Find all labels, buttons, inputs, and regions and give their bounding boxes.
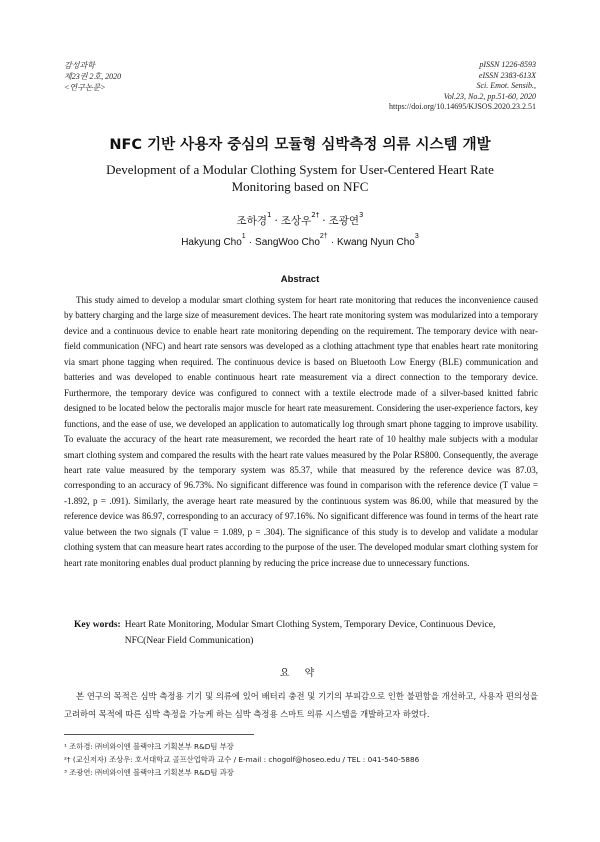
eissn: eISSN 2383-613X [478, 70, 536, 80]
pissn: pISSN 1226-8593 [479, 60, 536, 69]
footnote-2: ²† (교신저자) 조상우: 호서대학교 골프산업학과 교수 / E-mail : chogolf@hoseo.edu / TEL : 041-540-5886 [64, 755, 420, 764]
summary-heading: 요 약 [279, 668, 321, 679]
keywords [74, 617, 536, 649]
title-english: Development of a Modular Clothing System for User-Centered Heart Rate Monitoring based on NFC [106, 162, 494, 194]
authors-english [0, 232, 600, 250]
footnote-divider [64, 734, 254, 735]
author-name: Kwang Nyun Cho [337, 237, 415, 248]
author-mark: 3 [358, 210, 364, 219]
author-name: Hakyung Cho [181, 237, 242, 248]
author-separator: · [322, 215, 326, 227]
author-mark: 1 [241, 232, 246, 240]
title-korean: NFC 기반 사용자 중심의 모듈형 심박측정 의류 시스템 개발 [109, 137, 491, 153]
authors-korean [0, 210, 600, 228]
abstract-body: This study aimed to develop a modular smart clothing system for heart rate monitoring that reduces the inconvenience caused by battery charging and the large size of measurement devices. The heart rate monitoring system was modularized into a temporary device and a continuous device to enable heart rate monitoring depending on the requirement. The temporary device with near-field communication (NFC) and heart rate sensors was developed as a clothing attachment type that enables heart rate monitoring via smart phone tagging when required. The continuous device is based on Bluetooth Low Energy (BLE) communication and batteries and was developed to enable continuous heart rate measurement via a direct connection to the temporary device. Furthermore, the temporary device was configured to connect with a textile electrode made of a silver-based knitted fabric designed to be located below the pectoralis major muscle for heart rate measurement. Considering the user-experience factors, key functions, and the ease of use, we developed an application to automatically log through smart phone tagging to improve usability. To evaluate the accuracy of the heart rate measurement, we recorded the heart rate of 10 healthy male subjects with a modular smart clothing system and compared the results with the heart rate values measured by the Polar RS800. Consequently, the average heart rate value measured by the temporary system was 85.37, while that measured by the reference device was 87.03, corresponding to an accuracy of 96.73%. No significant difference was found in comparison with the reference device (T value = -1.892, p = .091). Similarly, the average heart rate measured by the continuous system was 86.00, while that measured by the reference device was 86.97, corresponding to an accuracy of 97.16%. No significant difference was found in terms of the heart rate value between the two signals (T value = 1.089, p = .304). The significance of this study is to develop and validate a modular clothing system that can measure heart rates according to the purpose of the user. The developed modular smart clothing system for heart rate monitoring enables dual product planning by reducing the price increase due to unnecessary functions. [64, 295, 538, 568]
author-name: 조광연 [328, 215, 359, 227]
author-name: SangWoo Cho [255, 237, 320, 248]
journal-name-ko: 감성과학 [64, 61, 95, 70]
article-type: <연구논문> [64, 83, 106, 92]
volume-ko: 제23권 2호, 2020 [64, 72, 122, 81]
footnotes [64, 740, 419, 779]
volume-en: Vol.23, No.2, pp.51-60, 2020 [443, 91, 536, 101]
summary-body: 본 연구의 목적은 심박 측정용 기기 및 의류에 있어 배터리 충전 및 기기의 부피감으로 인한 불편함을 개선하고, 사용자 편의성을 고려하여 목적에 따른 심박 측정을 가능케 하는 심박 측정용 스마트 의류 시스템을 개발하고자 하였다. [64, 691, 538, 719]
author-separator: · [248, 237, 253, 248]
author-mark: 3 [414, 232, 419, 240]
author-name: 조상우 [280, 215, 312, 227]
keywords-text: Heart Rate Monitoring, Modular Smart Clothing System, Temporary Device, Continuous Device, NFC(Near Field Communication) [124, 620, 496, 646]
journal-name-en: Sci. Emot. Sensib., [476, 81, 536, 90]
author-separator: · [274, 215, 278, 227]
author-name: 조하경 [236, 215, 267, 227]
author-mark: 2† [319, 232, 328, 240]
author-mark: 1 [266, 210, 272, 219]
author-separator: · [330, 237, 335, 248]
journal-info-left [64, 60, 121, 93]
keywords-label: Key words: [74, 620, 121, 630]
author-mark: 2† [311, 210, 320, 219]
abstract-heading: Abstract [280, 274, 320, 285]
journal-info-right [389, 60, 536, 113]
footnote-1: ¹ 조하경: ㈜비와이엔 블랙야크 기획본부 R&D팀 부장 [64, 742, 234, 751]
footnote-3: ³ 조광연: ㈜비와이엔 블랙야크 기획본부 R&D팀 과장 [64, 768, 234, 777]
doi-link[interactable]: https://doi.org/10.14695/KJSOS.2020.23.2.51 [389, 102, 536, 111]
